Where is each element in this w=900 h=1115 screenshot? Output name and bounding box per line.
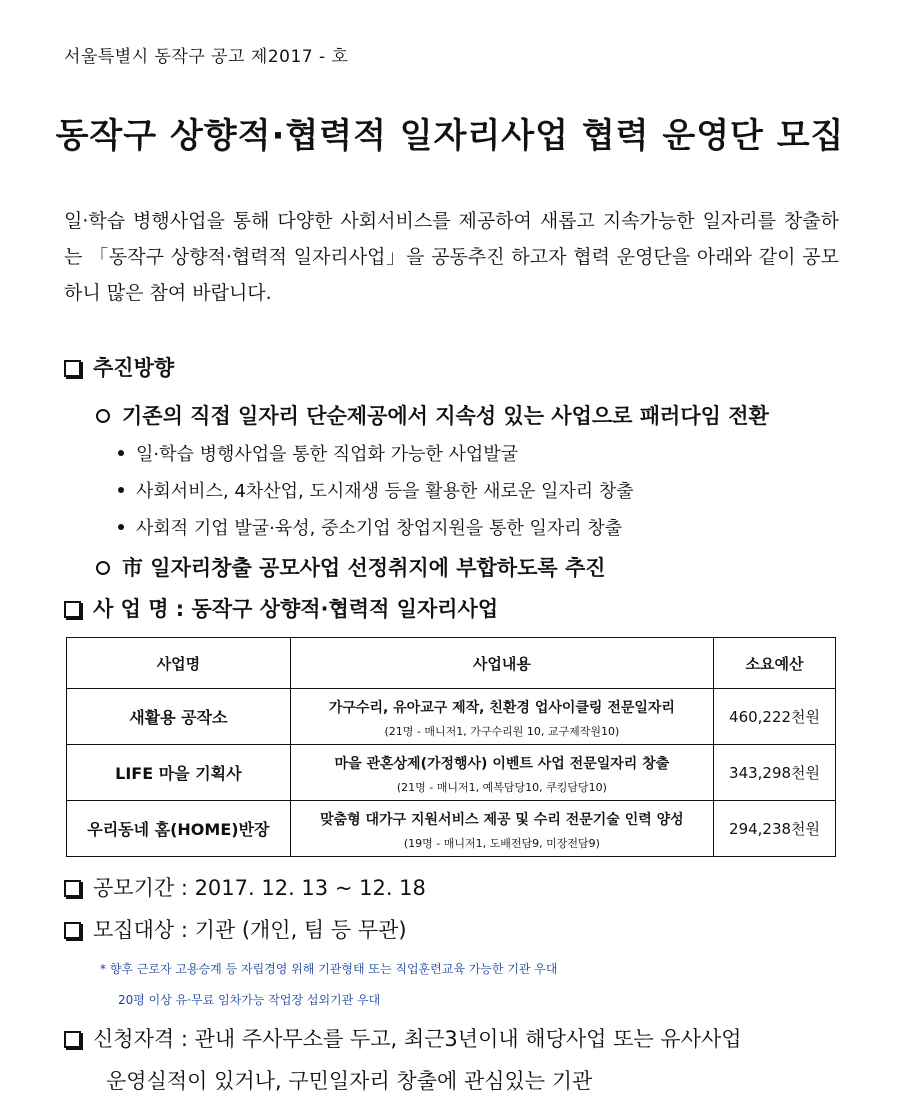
circle-bullet-icon [96, 409, 110, 423]
budget-cell: 460,222천원 [714, 689, 836, 745]
table-row [67, 689, 836, 745]
target-note-1: * 향후 근로자 고용승계 등 자립경영 위해 기관형태 또는 직업훈련교육 가능한 기관 우대 [100, 962, 558, 976]
target-note-2: 20평 이상 유·무료 임차가능 작업장 섭외기관 우대 [118, 993, 381, 1007]
header-budget: 소요예산 [714, 638, 836, 689]
table-row [67, 801, 836, 857]
bullet-dot-icon [118, 450, 124, 456]
direction-bullet-1 [118, 440, 518, 466]
section-period [64, 872, 426, 902]
section-target [64, 914, 407, 944]
checkbox-square-icon [64, 601, 81, 618]
business-table [66, 637, 836, 857]
section-business-heading: 사 업 명 : 동작구 상향적·협력적 일자리사업 [93, 597, 499, 621]
business-content-cell [290, 745, 713, 801]
direction-sub-1 [96, 400, 769, 430]
section-business [64, 593, 498, 623]
budget-cell: 343,298천원 [714, 745, 836, 801]
direction-sub-2 [96, 552, 606, 582]
header-business-name: 사업명 [67, 638, 291, 689]
section-eligibility [64, 1023, 742, 1053]
direction-bullet-3 [118, 514, 622, 540]
intro-paragraph: 일·학습 병행사업을 통해 다양한 사회서비스를 제공하여 새롭고 지속가능한 일자리를 창출하는 「동작구 상향적·협력적 일자리사업」을 공동추진 하고자 협력 운영단을 아래와 같이 공모하니 많은 참여 바랍니다. [64, 210, 839, 304]
business-content-detail: (21명 - 매니저1, 가구수리원 10, 교구제작원10) [384, 724, 620, 738]
section-target-text: 모집대상 : 기관 (개인, 팀 등 무관) [93, 918, 407, 942]
business-content-detail: (21명 - 매니저1, 예복담당10, 쿠킹담당10) [396, 780, 607, 794]
business-content-cell [290, 689, 713, 745]
business-content-cell [290, 801, 713, 857]
checkbox-square-icon [64, 1031, 81, 1048]
direction-bullet-2 [118, 477, 634, 503]
checkbox-square-icon [64, 922, 81, 939]
circle-bullet-icon [96, 561, 110, 575]
direction-bullet-3-text: 사회적 기업 발굴·육성, 중소기업 창업지원을 통한 일자리 창출 [136, 518, 623, 539]
checkbox-square-icon [64, 880, 81, 897]
table-header-row [67, 638, 836, 689]
section-eligibility-line1: 신청자격 : 관내 주사무소를 두고, 최근3년이내 해당사업 또는 유사사업 [93, 1027, 742, 1051]
direction-bullet-1-text: 일·학습 병행사업을 통한 직업화 가능한 사업발굴 [136, 444, 519, 465]
direction-sub-1-text: 기존의 직접 일자리 단순제공에서 지속성 있는 사업으로 패러다임 전환 [122, 404, 769, 428]
business-name-cell: LIFE 마을 기획사 [67, 745, 291, 801]
section-period-text: 공모기간 : 2017. 12. 13 ~ 12. 18 [93, 876, 426, 900]
business-content-main: 가구수리, 유아교구 제작, 친환경 업사이클링 전문일자리 [328, 699, 675, 716]
bullet-dot-icon [118, 487, 124, 493]
section-direction [64, 352, 174, 382]
business-content-main: 마을 관혼상제(가정행사) 이벤트 사업 전문일자리 창출 [334, 755, 670, 772]
business-name-cell: 우리동네 홈(HOME)반장 [67, 801, 291, 857]
business-name-cell: 새활용 공작소 [67, 689, 291, 745]
business-content-detail: (19명 - 매니저1, 도배전담9, 미장전담9) [403, 836, 600, 850]
checkbox-square-icon [64, 360, 81, 377]
header-business-content: 사업내용 [290, 638, 713, 689]
section-eligibility-line2: 운영실적이 있거나, 구민일자리 창출에 관심있는 기관 [106, 1069, 593, 1093]
page-title: 동작구 상향적·협력적 일자리사업 협력 운영단 모집 [55, 116, 845, 156]
budget-cell: 294,238천원 [714, 801, 836, 857]
bullet-dot-icon [118, 524, 124, 530]
section-direction-heading: 추진방향 [93, 356, 175, 380]
notice-number: 서울특별시 동작구 공고 제2017 - 호 [64, 47, 349, 67]
business-content-main: 맞춤형 대가구 지원서비스 제공 및 수리 전문기술 인력 양성 [320, 811, 684, 828]
direction-sub-2-text: 市 일자리창출 공모사업 선정취지에 부합하도록 추진 [122, 556, 606, 580]
direction-bullet-2-text: 사회서비스, 4차산업, 도시재생 등을 활용한 새로운 일자리 창출 [136, 481, 634, 502]
table-row [67, 745, 836, 801]
